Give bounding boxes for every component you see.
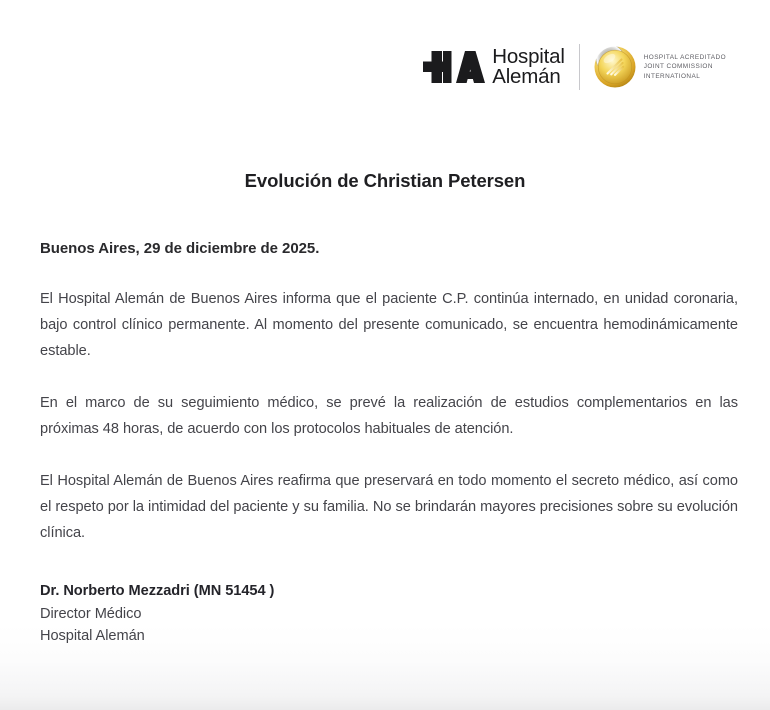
accreditation-line-1: HOSPITAL ACREDITADO (643, 53, 726, 61)
gold-medallion-icon (594, 46, 636, 88)
hospital-aleman-logo (423, 44, 565, 88)
brand-name-line1: Hospital (492, 44, 565, 68)
paragraph-2: En el marco de su seguimiento médico, se prevé la realización de estudios complementarios en las próximas 48 horas, de acuerdo con los protocolos habituales de atención. (40, 394, 738, 437)
document-body (40, 240, 738, 547)
dateline: Buenos Aires, 29 de diciembre de 2025. (40, 240, 320, 257)
accreditation-line-3: INTERNATIONAL (643, 73, 701, 81)
signatory-name: Dr. Norberto Mezzadri (MN 51454 ) (40, 583, 275, 599)
jci-accreditation-badge (594, 46, 726, 88)
brand-wordmark (492, 44, 565, 88)
signatory-organization: Hospital Alemán (40, 628, 145, 645)
document-header (423, 44, 726, 90)
signatory-role: Director Médico (40, 605, 142, 622)
signature-block (40, 580, 274, 648)
accreditation-line-2: JOINT COMMISSION (643, 63, 713, 71)
page-title: Evolución de Christian Petersen (244, 170, 526, 191)
paragraph-3: El Hospital Alemán de Buenos Aires reafirma que preservará en todo momento el secreto médico, así como el respeto por la intimidad del paciente y su familia. No se brindarán mayores precisiones sobre su evolución clínica. (40, 472, 738, 541)
paragraph-1: El Hospital Alemán de Buenos Aires informa que el paciente C.P. continúa internado, en unidad coronaria, bajo control clínico permanente. Al momento del presente comunicado, se encuentra hemodinámicamente estable. (40, 291, 738, 359)
brand-name-line2: Alemán (492, 65, 561, 88)
accreditation-text (644, 54, 726, 80)
header-divider (579, 44, 580, 90)
ha-monogram-icon (423, 50, 485, 84)
